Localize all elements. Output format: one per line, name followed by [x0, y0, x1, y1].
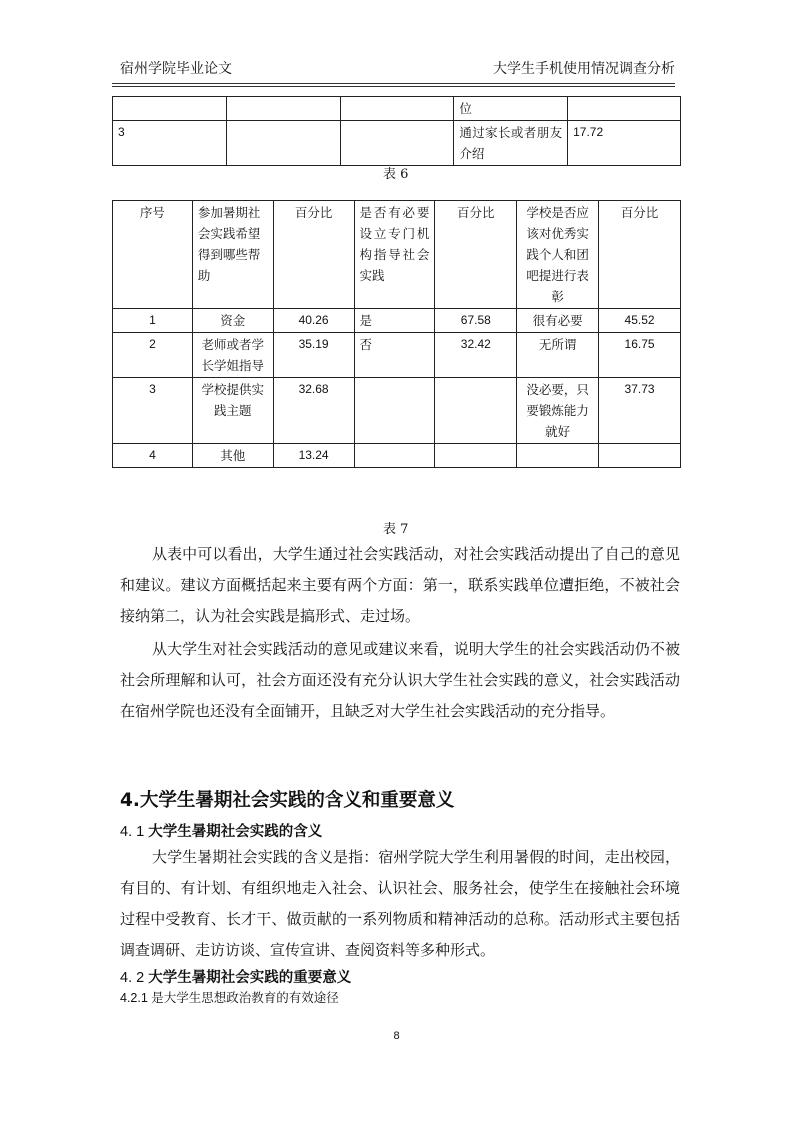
table-6	[112, 200, 681, 468]
table-cell: 17.72	[568, 121, 681, 166]
table-cell: 资金	[192, 309, 273, 333]
table-cell	[113, 97, 227, 121]
table-cell: 是	[354, 309, 435, 333]
table-cell: 4	[113, 444, 193, 468]
table-cell	[354, 378, 435, 444]
table-cell: 学校提供实践主题	[192, 378, 273, 444]
section-number: 4.	[120, 790, 140, 811]
table-row	[113, 121, 681, 166]
table-cell: 很有必要	[517, 309, 599, 333]
table-5-continuation	[112, 96, 681, 166]
subsection-heading	[120, 966, 351, 987]
header-rule	[112, 83, 675, 84]
table-row	[113, 309, 681, 333]
table-header-cell: 序号	[113, 201, 193, 309]
table-cell: 45.52	[599, 309, 681, 333]
table-cell: 3	[113, 378, 193, 444]
table-cell: 没必要，只要锻炼能力就好	[517, 378, 599, 444]
running-header-right: 大学生手机使用情况调查分析	[493, 61, 675, 77]
section-heading	[120, 786, 454, 812]
table-cell: 老师或者学长学姐指导	[192, 333, 273, 378]
subsection-title: 大学生暑期社会实践的含义	[148, 823, 323, 840]
table-cell	[340, 97, 454, 121]
subsection-number: 4. 2	[120, 970, 149, 986]
table-header-cell: 百分比	[435, 201, 517, 309]
subsection-title: 大学生暑期社会实践的重要意义	[148, 969, 352, 986]
table-cell: 无所谓	[517, 333, 599, 378]
table-cell	[517, 444, 599, 468]
table-row	[113, 378, 681, 444]
section-title: 大学生暑期社会实践的含义和重要意义	[139, 790, 455, 811]
table-cell	[354, 444, 435, 468]
table-cell	[435, 444, 517, 468]
table-cell: 其他	[192, 444, 273, 468]
table-cell: 37.73	[599, 378, 681, 444]
subsection-heading	[120, 820, 322, 841]
table-header-cell: 百分比	[599, 201, 681, 309]
table-row	[113, 97, 681, 121]
table-cell: 16.75	[599, 333, 681, 378]
table-cell: 否	[354, 333, 435, 378]
table-cell	[599, 444, 681, 468]
table-cell	[568, 97, 681, 121]
table-cell	[340, 121, 454, 166]
table-cell	[435, 378, 517, 444]
table-cell: 32.68	[273, 378, 354, 444]
header-rule-secondary	[112, 86, 675, 87]
table-row	[113, 444, 681, 468]
table-cell: 通过家长或者朋友介绍	[454, 121, 568, 166]
subsubsection-number: 4.2.1	[120, 991, 152, 1005]
subsubsection-title: 是大学生思想政治教育的有效途径	[151, 990, 339, 1005]
table-cell: 13.24	[273, 444, 354, 468]
table-cell: 67.58	[435, 309, 517, 333]
table-row	[113, 333, 681, 378]
table-cell: 3	[113, 121, 227, 166]
table-cell: 32.42	[435, 333, 517, 378]
body-paragraph: 从大学生对社会实践活动的意见或建议来看，说明大学生的社会实践活动仍不被社会所理解和认可，社会方面还没有充分认识大学生社会实践的意义，社会实践活动在宿州学院也还没有全面铺开，且缺乏对大学生社会实践活动的充分指导。	[120, 640, 680, 720]
table-cell: 35.19	[273, 333, 354, 378]
body-paragraph: 从表中可以看出，大学生通过社会实践活动，对社会实践活动提出了自己的意见和建议。建议方面概括起来主要有两个方面：第一，联系实践单位遭拒绝，不被社会接纳第二，认为社会实践是搞形式、走过场。	[120, 545, 680, 625]
body-paragraph: 大学生暑期社会实践的含义是指：宿州学院大学生利用暑假的时间，走出校园，有目的、有计划、有组织地走入社会、认识社会、服务社会，使学生在接触社会环境过程中受教育、长才干、做贡献的一系列物质和精神活动的总称。活动形式主要包括调查调研、走访访谈、宣传宣讲、查阅资料等多种形式。	[120, 848, 680, 959]
table-header-row	[113, 201, 681, 309]
table-cell	[226, 97, 340, 121]
page-number: 8	[393, 1030, 400, 1042]
table-header-cell: 学校是否应该对优秀实践个人和团吧提进行表彰	[517, 201, 599, 309]
table-cell	[226, 121, 340, 166]
subsection-number: 4. 1	[120, 824, 149, 840]
table-cell: 1	[113, 309, 193, 333]
table-cell: 40.26	[273, 309, 354, 333]
subsubsection-heading	[120, 988, 339, 1006]
table-header-cell: 参加暑期社会实践希望得到哪些帮助	[192, 201, 273, 309]
table-cell: 位	[454, 97, 568, 121]
table-cell: 2	[113, 333, 193, 378]
table-7-caption: 表 7	[383, 522, 409, 537]
running-header-left: 宿州学院毕业论文	[120, 61, 232, 77]
table-header-cell: 百分比	[273, 201, 354, 309]
table-6-caption: 表 6	[383, 167, 409, 182]
table-header-cell: 是否有必要设立专门机构指导社会实践	[354, 201, 435, 309]
